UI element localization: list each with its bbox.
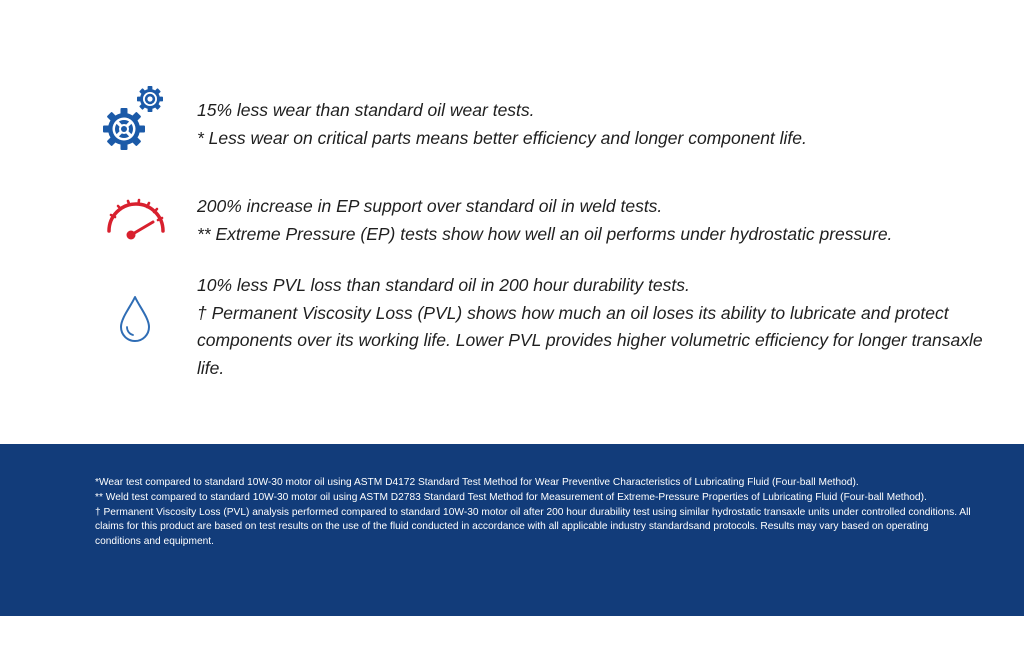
feature-ep-headline: 200% increase in EP support over standard oil in weld tests. xyxy=(197,196,663,216)
gauge-icon xyxy=(103,193,169,243)
feature-ep-detail: ** Extreme Pressure (EP) tests show how well an oil performs under hydrostatic pressure. xyxy=(197,223,893,244)
feature-wear-text xyxy=(197,97,987,152)
feature-pvl-detail: † Permanent Viscosity Loss (PVL) shows how much an oil loses its ability to lubricate and protect components over its working life. Lower PVL provides higher volumetric efficiency for longer transaxle life. xyxy=(197,302,983,378)
droplet-icon xyxy=(117,294,153,346)
footnote-weld: ** Weld test compared to standard 10W-30 motor oil using ASTM D2783 Standard Test Method for Measurement of Extreme-Pressure Properties of Lubricating Fluid (Four-ball Method). xyxy=(95,491,927,503)
footnote-wear: *Wear test compared to standard 10W-30 motor oil using ASTM D4172 Standard Test Method for Wear Preventive Characteristics of Lubricating Fluid (Four-ball Method). xyxy=(95,477,859,488)
feature-wear-detail: * Less wear on critical parts means better efficiency and longer component life. xyxy=(197,127,807,148)
gears-icon xyxy=(100,85,170,155)
feature-ep-text xyxy=(197,193,987,248)
feature-wear-headline: 15% less wear than standard oil wear tests. xyxy=(197,100,535,120)
footnote-pvl: † Permanent Viscosity Loss (PVL) analysis performed compared to standard 10W-30 motor oil after 200 hour durability test using similar hydrostatic transaxle units under controlled conditions. All claims for this product are based on test results on the use of the fluid conducted in accordance with all applicable industry standardsand protocols. Results may vary based on operating conditions and equipment. xyxy=(95,506,971,548)
feature-pvl-text xyxy=(197,272,987,382)
footnotes xyxy=(95,476,975,550)
feature-pvl-headline: 10% less PVL loss than standard oil in 200 hour durability tests. xyxy=(197,275,690,295)
footnotes-banner xyxy=(0,444,1024,616)
